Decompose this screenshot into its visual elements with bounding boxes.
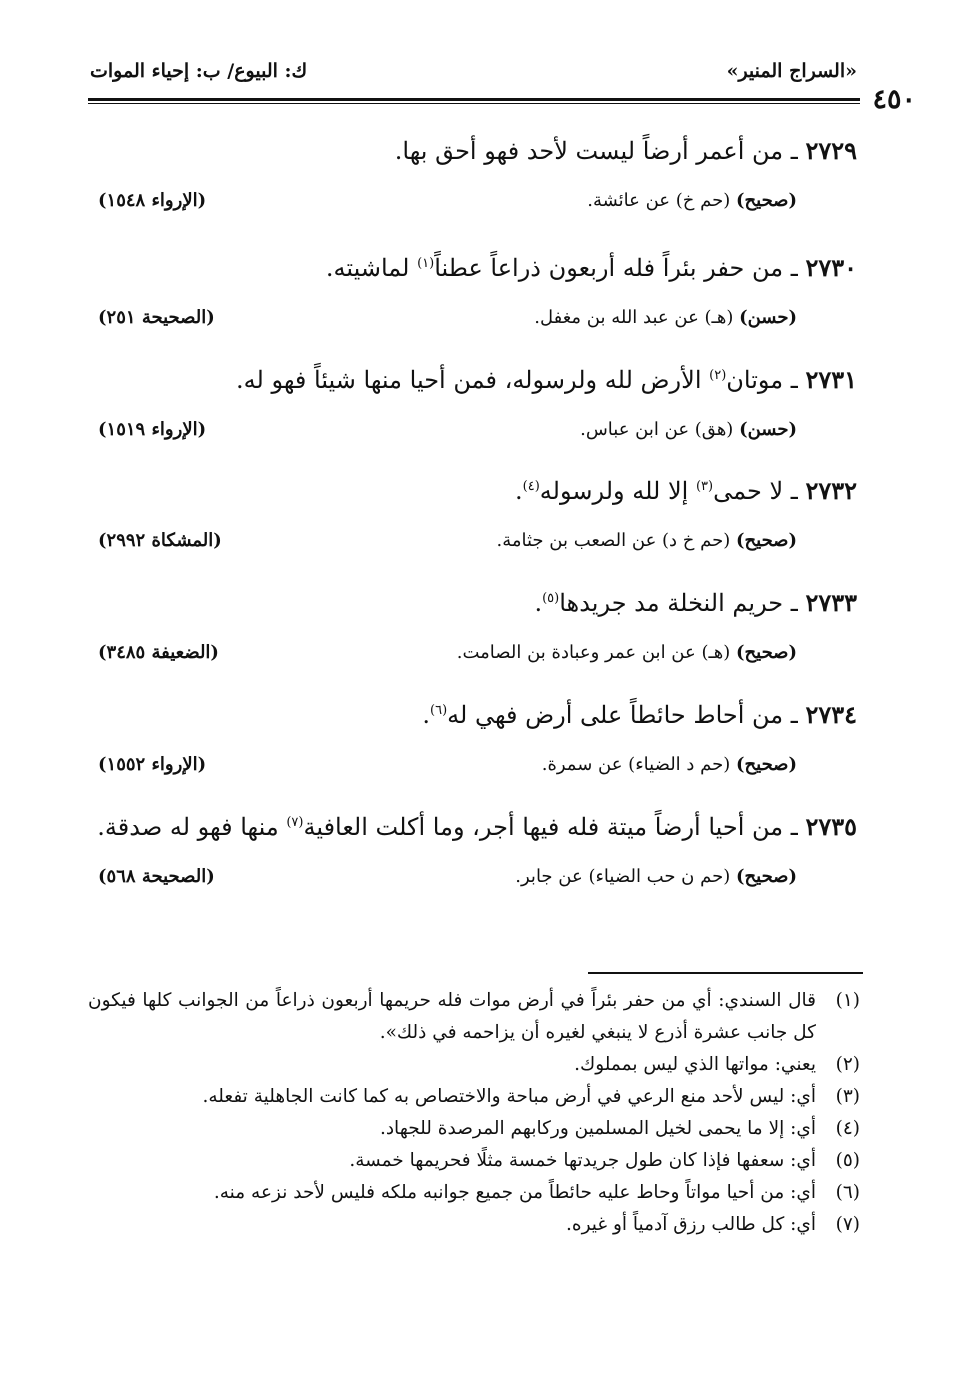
hadith-body: من أحيا أرضاً ميتة فله فيها أجر، وما أكلت العافية: [303, 813, 784, 841]
running-section-title: ك: البيوع/ ب: إحياء الموات: [90, 60, 308, 82]
footnote-item: [88, 1049, 860, 1081]
hadith-reference: (الصحيحة ٢٥١): [98, 307, 215, 328]
footnote-item: [88, 1177, 860, 1209]
hadith-text: ٢٧٣٣ ـ حريم النخلة مد جريدها$^{(٥)}$.: [534, 588, 857, 617]
hadith-reference: (الصحيحة ٥٦٨): [98, 866, 215, 887]
hadith-source: (هـ) عن عبد الله بن مغفل.: [534, 307, 734, 328]
hadith-grade: (حسن): [739, 419, 797, 440]
hadith-grade: (صحيح): [736, 190, 797, 211]
hadith-entry: [88, 690, 857, 784]
footnote-text: أي: سعفها فإذا كان طول جريدتها خمسة مثلًا فحريمها خمسة.: [349, 1150, 816, 1171]
footnotes: [88, 985, 860, 1241]
hadith-text: ٢٧٢٩ ـ من أعمر أرضاً ليست لأحد فهو أحق بها.: [394, 136, 857, 165]
hadith-body-cont: لماشيته.: [325, 254, 418, 282]
footnote-number: (٢): [835, 1054, 860, 1075]
hadith-body-end: .: [422, 701, 430, 729]
hadith-text: ٢٧٣٢ ـ لا حمى$^{(٣)}$ إلا لله ولرسوله$^{(٤)}$.: [514, 476, 857, 505]
hadith-source-line: [88, 754, 857, 784]
hadith-number: ٢٧٢٩: [805, 136, 857, 165]
hadith-source: (حم ن حب الضياء) عن جابر.: [515, 866, 731, 887]
footnote-marker[interactable]: (٦): [430, 703, 448, 718]
hadith-number: ٢٧٣٣: [805, 588, 857, 617]
hadith-source: (هق) عن ابن عباس.: [580, 419, 734, 440]
header-rule: [88, 98, 860, 101]
hadith-entry: [88, 466, 857, 560]
hadith-reference: (الإرواء ١٥٥٢): [98, 754, 207, 775]
footnote-text: قال السندي: أي من حفر بئراً في أرض موات فله حريمها أربعون ذراعاً من الجوانب كلها فيكون كل جانب عشرة أذرع لا ينبغي لغيره أن يزاحمه في ذلك».: [88, 990, 816, 1043]
footnote-text: أي: كل طالب رزق آدمياً أو غيره.: [566, 1214, 816, 1235]
hadith-source-line: [88, 866, 857, 896]
footnote-number: (٥): [835, 1150, 860, 1171]
hadith-grade: (حسن): [739, 307, 797, 328]
hadith-body-cont: إلا لله ولرسوله: [539, 477, 696, 505]
hadith-entry: [88, 802, 857, 896]
footnote-marker[interactable]: (٤): [522, 479, 540, 494]
hadith-body-cont: منها فهو له صدقة.: [97, 813, 287, 841]
hadith-body: من أحاط حائطاً على أرض فهي له: [447, 701, 784, 729]
hadith-source-line: [88, 642, 857, 672]
footnote-text: أي: ليس لأحد منع الرعي في أرض مباحة والاختصاص به كما كانت الجاهلية تفعله.: [202, 1086, 816, 1107]
hadith-source: (هـ) عن ابن عمر وعبادة بن الصامت.: [456, 642, 731, 663]
hadith-grade: (صحيح): [736, 642, 797, 663]
footnote-text: أي: إلا ما يحمى لخيل المسلمين وركابهم المرصدة للجهاد.: [379, 1118, 816, 1139]
hadith-text: ٢٧٣٤ ـ من أحاط حائطاً على أرض فهي له$^{(٦)}$.: [422, 700, 857, 729]
hadith-reference: (الضعيفة ٣٤٨٥): [98, 642, 219, 663]
hadith-body: موتان: [726, 366, 784, 394]
hadith-number: ٢٧٣٥: [805, 812, 857, 841]
footnote-marker[interactable]: (٧): [286, 815, 304, 830]
footnote-text: أي: من أحيا مواتاً وحاط عليه حائطاً من جميع جوانبه ملكه فليس لأحد نزعه منه.: [213, 1182, 816, 1203]
footnote-item: [88, 1209, 860, 1241]
hadith-reference: (الإرواء ١٥٤٨): [98, 190, 207, 211]
footnote-marker[interactable]: (٥): [542, 591, 560, 606]
hadith-source: (حم د الضياء) عن سمرة.: [541, 754, 731, 775]
footnote-marker[interactable]: (٣): [695, 479, 714, 494]
hadith-source: (حم خ د) عن الصعب بن جثامة.: [496, 530, 731, 551]
hadith-body-cont: الأرض لله ولرسوله، فمن أحيا منها شيئاً فهو له.: [236, 366, 710, 394]
page-number: ٤٥٠: [872, 84, 916, 115]
hadith-entry: [88, 355, 857, 449]
hadith-entry: [88, 130, 857, 220]
header-rule-thin: [88, 103, 860, 104]
running-book-title: «السراج المنير»: [726, 60, 857, 82]
hadith-body-end: .: [514, 477, 523, 505]
footnote-item: [88, 1081, 860, 1113]
footnote-marker[interactable]: (١): [417, 256, 435, 271]
hadith-body: من أعمر أرضاً ليست لأحد فهو أحق بها.: [394, 137, 784, 165]
hadith-source-line: [88, 307, 857, 337]
footnote-number: (٦): [835, 1182, 860, 1203]
hadith-grade: (صحيح): [736, 530, 797, 551]
hadith-reference: (المشكاة ٢٩٩٢): [98, 530, 222, 551]
footnote-item: [88, 1113, 860, 1145]
footnote-text: يعني: مواتها الذي ليس بمملوك.: [574, 1054, 816, 1075]
hadith-number: ٢٧٣٠: [805, 253, 857, 282]
hadith-source-line: [88, 419, 857, 449]
footnote-item: [88, 1145, 860, 1177]
footnote-number: (٧): [835, 1214, 860, 1235]
footnote-number: (١): [835, 990, 860, 1011]
hadith-number: ٢٧٣٢: [805, 476, 857, 505]
footnote-separator: [588, 972, 863, 974]
hadith-grade: (صحيح): [736, 866, 797, 887]
hadith-body: لا حمى: [713, 477, 784, 505]
hadith-body-end: .: [534, 589, 543, 617]
hadith-body: من حفر بئراً فله أربعون ذراعاً عطناً: [434, 254, 784, 282]
hadith-body: حريم النخلة مد جريدها: [559, 589, 784, 617]
hadith-number: ٢٧٣٤: [805, 700, 857, 729]
hadith-reference: (الإرواء ١٥١٩): [98, 419, 207, 440]
hadith-text: ٢٧٣١ ـ موتان$^{(٢)}$ الأرض لله ولرسوله، فمن أحيا منها شيئاً فهو له.: [236, 365, 857, 394]
hadith-text: ٢٧٣٥ ـ من أحيا أرضاً ميتة فله فيها أجر، وما أكلت العافية$^{(٧)}$ منها فهو له صدقة.: [97, 812, 857, 841]
footnote-item: [88, 985, 860, 1049]
hadith-entry: [88, 578, 857, 672]
hadith-source: (حم خ) عن عائشة.: [587, 190, 731, 211]
footnote-number: (٤): [835, 1118, 860, 1139]
hadith-source-line: [88, 530, 857, 560]
hadith-grade: (صحيح): [736, 754, 797, 775]
footnote-number: (٣): [835, 1086, 860, 1107]
footnote-marker[interactable]: (٢): [709, 368, 727, 383]
hadith-text: ٢٧٣٠ ـ من حفر بئراً فله أربعون ذراعاً عطناً$^{(١)}$ لماشيته.: [325, 253, 857, 282]
hadith-entry: [88, 243, 857, 337]
hadith-source-line: [88, 190, 857, 220]
hadith-number: ٢٧٣١: [805, 365, 857, 394]
